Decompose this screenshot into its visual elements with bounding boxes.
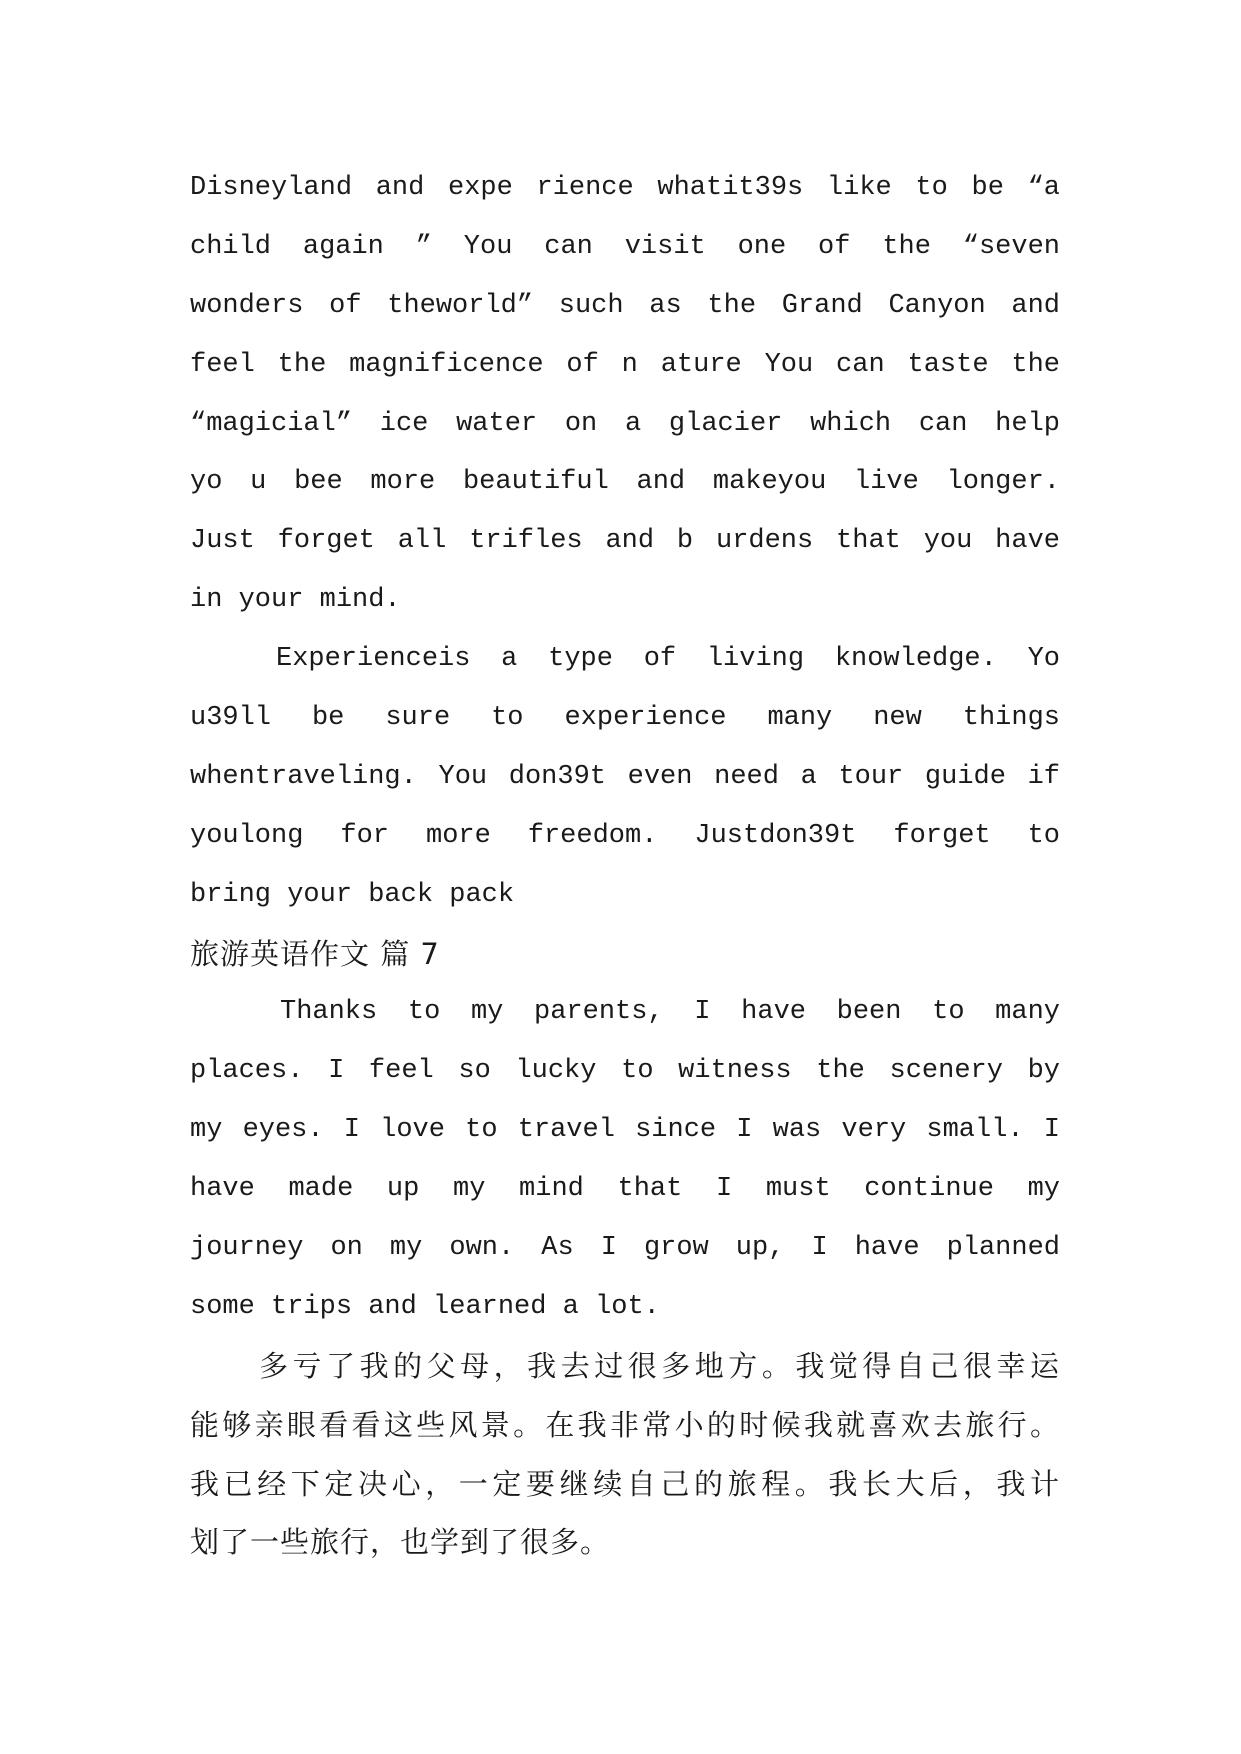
- text-line: Experienceis a type of living knowledge. Yo: [276, 644, 1060, 675]
- text-line: Thanks to my parents, I have been to many: [280, 997, 1060, 1028]
- text-line: 划了一些旅行，也学到了很多。: [190, 1525, 611, 1560]
- document-page: [190, 159, 1060, 1572]
- section-heading: 旅游英语作文 篇 7: [190, 936, 440, 971]
- text-line: journey on my own. As I grow up, I have planned: [190, 1233, 1060, 1264]
- text-line: 我已经下定决心，一定要继续自己的旅程。我长大后，我计: [190, 1466, 1060, 1501]
- paragraph-disneyland: [190, 159, 1060, 630]
- text-line: wonders of theworld” such as the Grand Canyon and: [190, 290, 1060, 321]
- text-line: child again ” You can visit one of the “seven: [190, 231, 1060, 262]
- text-line: places. I feel so lucky to witness the scenery by: [190, 1056, 1060, 1087]
- text-line: u39ll be sure to experience many new things: [190, 703, 1060, 734]
- text-line: 能够亲眼看看这些风景。在我非常小的时候我就喜欢去旅行。: [190, 1407, 1060, 1442]
- text-line: bring your back pack: [190, 879, 515, 910]
- text-line: yo u bee more beautiful and makeyou live longer.: [190, 467, 1060, 498]
- paragraph-chinese-translation: [190, 1337, 1060, 1573]
- text-line: in your mind.: [190, 585, 401, 616]
- text-line: 多亏了我的父母，我去过很多地方。我觉得自己很幸运: [259, 1348, 1060, 1383]
- text-line: Just forget all trifles and b urdens that you have: [190, 526, 1060, 557]
- text-line: “magicial” ice water on a glacier which can help: [190, 408, 1060, 439]
- text-line: some trips and learned a lot.: [190, 1291, 660, 1322]
- text-line: my eyes. I love to travel since I was very small. I: [190, 1115, 1060, 1146]
- text-line: youlong for more freedom. Justdon39t forget to: [190, 820, 1060, 851]
- paragraph-thanks: [190, 983, 1060, 1336]
- text-line: feel the magnificence of n ature You can taste the: [190, 349, 1060, 380]
- text-line: have made up my mind that I must continue my: [190, 1174, 1060, 1205]
- text-line: whentraveling. You don39t even need a tour guide if: [190, 761, 1060, 792]
- text-line: Disneyland and expe rience whatit39s like to be “a: [190, 173, 1060, 203]
- paragraph-experience: [190, 630, 1060, 924]
